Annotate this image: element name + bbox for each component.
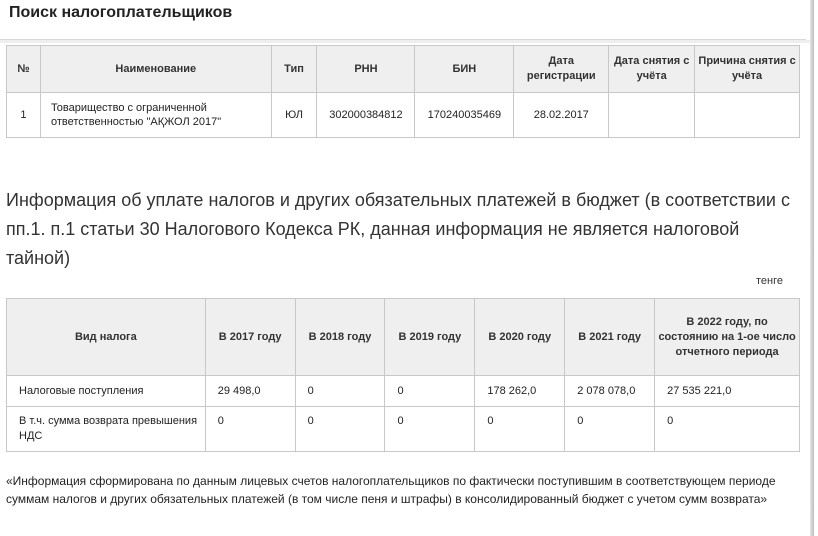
cell-dereg-date <box>609 93 695 138</box>
header-number: № <box>7 46 41 93</box>
header-year-2019: В 2019 году <box>385 299 475 376</box>
cell-value-2022: 0 <box>655 407 800 452</box>
cell-reg-date: 28.02.2017 <box>514 93 609 138</box>
cell-tax-label: В т.ч. сумма возврата превышения НДС <box>7 407 206 452</box>
cell-value-2022: 27 535 221,0 <box>655 376 800 407</box>
table-row <box>7 407 800 452</box>
cell-value-2019: 0 <box>385 376 475 407</box>
header-rnn: РНН <box>317 46 415 93</box>
cell-value-2021: 0 <box>565 407 655 452</box>
cell-value-2017: 29 498,0 <box>205 376 295 407</box>
cell-type: ЮЛ <box>271 93 317 138</box>
header-bin: БИН <box>415 46 514 93</box>
cell-value-2020: 0 <box>475 407 565 452</box>
taxpayer-table <box>6 45 800 138</box>
payments-header-row <box>7 299 800 376</box>
header-dereg-date: Дата снятия с учёта <box>609 46 695 93</box>
cell-value-2017: 0 <box>205 407 295 452</box>
header-type: Тип <box>271 46 317 93</box>
header-year-2020: В 2020 году <box>475 299 565 376</box>
cell-value-2021: 2 078 078,0 <box>565 376 655 407</box>
currency-label: тенге <box>756 275 783 287</box>
header-name: Наименование <box>40 46 271 93</box>
payments-table <box>6 298 800 452</box>
header-dereg-reason: Причина снятия с учёта <box>695 46 800 93</box>
header-reg-date: Дата регистрации <box>514 46 609 93</box>
cell-rnn: 302000384812 <box>317 93 415 138</box>
cell-value-2018: 0 <box>295 407 385 452</box>
header-tax-type: Вид налога <box>7 299 206 376</box>
page-title: Поиск налогоплательщиков <box>9 4 233 21</box>
header-shadow <box>0 40 812 43</box>
footnote: «Информация сформирована по данным лицевых счетов налогоплательщиков по фактически поступившим в соответствующем периоде суммам налогов и других обязательных платежей (в том числе пеня и штрафы) в консолидированный бюджет с учетом сумм возврата» <box>6 474 776 506</box>
cell-value-2020: 178 262,0 <box>475 376 565 407</box>
cell-tax-label: Налоговые поступления <box>7 376 206 407</box>
cell-name: Товарищество с ограниченной ответственностью "АҚЖОЛ 2017" <box>40 93 271 138</box>
cell-number: 1 <box>7 93 41 138</box>
table-row <box>7 376 800 407</box>
panel-right-shadow <box>810 0 814 536</box>
table-row <box>7 93 800 138</box>
cell-value-2018: 0 <box>295 376 385 407</box>
header-year-2018: В 2018 году <box>295 299 385 376</box>
cell-dereg-reason <box>695 93 800 138</box>
info-heading: Информация об уплате налогов и других обязательных платежей в бюджет (в соответствии с пп.1. п.1 статьи 30 Налогового Кодекса РК, данная информация не является налоговой тайной) <box>6 190 790 268</box>
cell-bin: 170240035469 <box>415 93 514 138</box>
header-year-2017: В 2017 году <box>205 299 295 376</box>
header-year-2022: В 2022 году, по состоянию на 1-ое число отчетного периода <box>655 299 800 376</box>
header-year-2021: В 2021 году <box>565 299 655 376</box>
cell-value-2019: 0 <box>385 407 475 452</box>
taxpayer-header-row <box>7 46 800 93</box>
